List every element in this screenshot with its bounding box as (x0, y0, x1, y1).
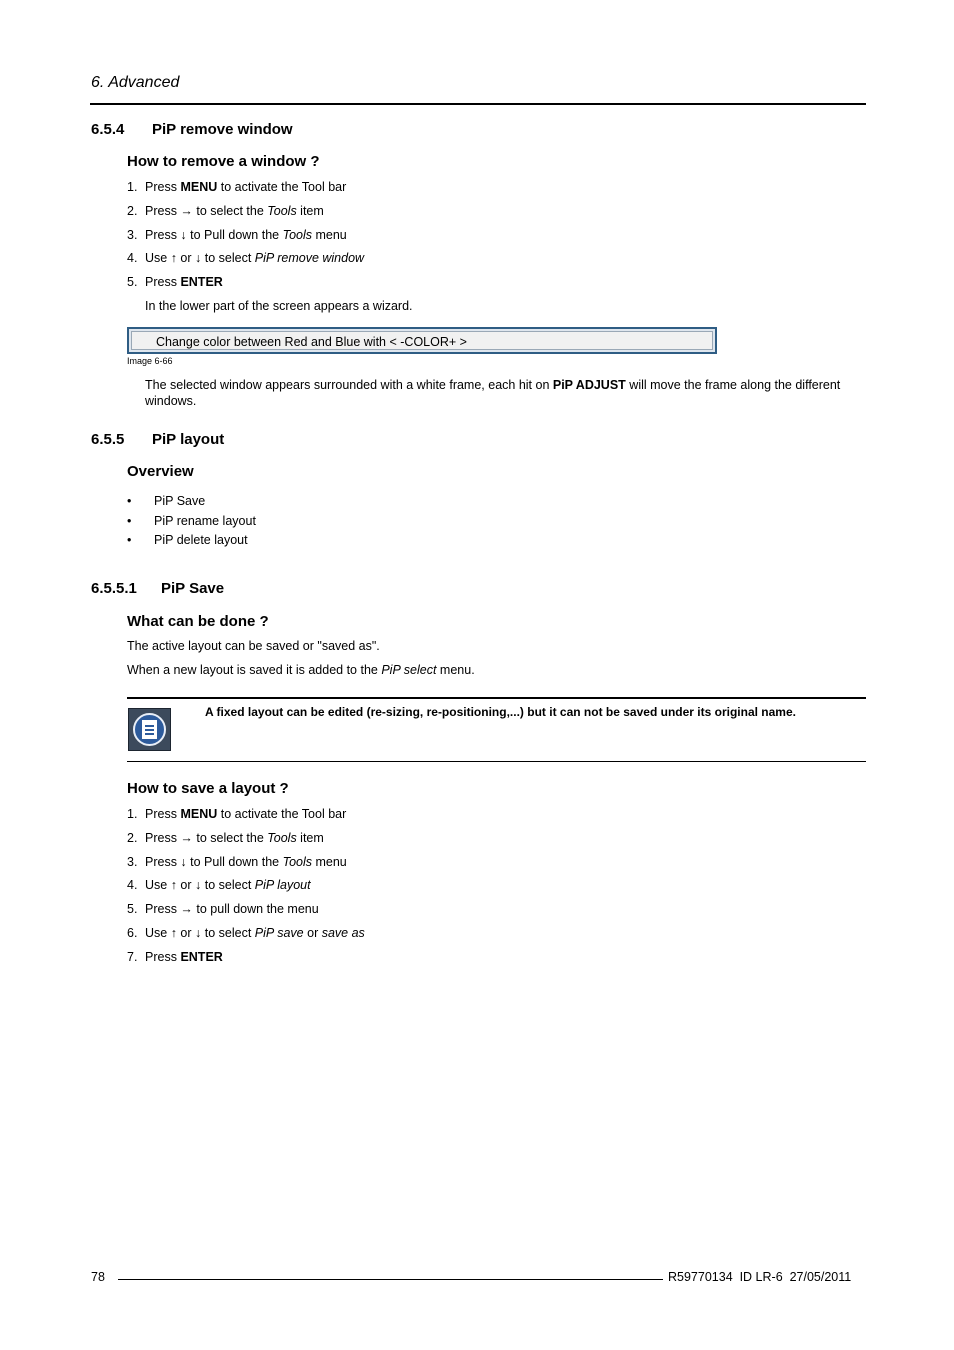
section-title: PiP Save (161, 580, 225, 597)
note-top-rule (127, 697, 866, 699)
list-item: • PiP delete layout (127, 533, 248, 547)
note-bottom-rule (127, 761, 866, 762)
section-title: PiP layout (152, 431, 225, 448)
paragraph: The active layout can be saved or "saved as". (127, 639, 380, 653)
page-number: 78 (91, 1270, 105, 1284)
step-item: 7. Press ENTER (127, 950, 223, 964)
section-number: 6.5.4 (91, 121, 125, 138)
wizard-intro: In the lower part of the screen appears a wizard. (145, 299, 413, 313)
section-6551-heading (91, 580, 224, 597)
section-655-heading (91, 431, 224, 448)
subheading-what-can-be-done: What can be done ? (127, 613, 269, 630)
document-id: R59770134 ID LR-6 27/05/2011 (668, 1270, 852, 1284)
subheading-remove-window: How to remove a window ? (127, 153, 320, 170)
section-title: PiP remove window (152, 121, 293, 138)
step-item: 2. Press → to select the Tools item (127, 831, 324, 845)
frame-description: The selected window appears surrounded with a white frame, each hit on PiP ADJUST will move the frame along the different windows. (145, 378, 841, 408)
step-item: 6. Use ↑ or ↓ to select PiP save or save as (127, 926, 365, 940)
subheading-overview: Overview (127, 463, 194, 480)
list-item: • PiP rename layout (127, 514, 256, 528)
note-icon (128, 708, 171, 751)
section-number: 6.5.5 (91, 431, 125, 448)
step-item: 1. Press MENU to activate the Tool bar (127, 180, 347, 194)
subheading-how-to-save: How to save a layout ? (127, 780, 289, 797)
chapter-title: 6. Advanced (91, 74, 180, 91)
step-item: 5. Press ENTER (127, 275, 223, 289)
note-text: A fixed layout can be edited (re-sizing, re-positioning,...) but it can not be saved under its original name. (205, 705, 796, 719)
step-item: 1. Press MENU to activate the Tool bar (127, 807, 347, 821)
step-item: 4. Use ↑ or ↓ to select PiP layout (127, 878, 311, 892)
wizard-bar-image (127, 327, 717, 354)
step-item: 5. Press → to pull down the menu (127, 902, 319, 916)
footer-rule (118, 1279, 663, 1280)
paragraph: When a new layout is saved it is added to the PiP select menu. (127, 663, 475, 677)
wizard-text: Change color between Red and Blue with < -COLOR+ > (131, 331, 713, 350)
step-item: 4. Use ↑ or ↓ to select PiP remove window (127, 251, 365, 265)
header-rule (90, 103, 866, 105)
step-item: 2. Press → to select the Tools item (127, 204, 324, 218)
step-item: 3. Press ↓ to Pull down the Tools menu (127, 228, 347, 242)
image-caption: Image 6-66 (127, 356, 173, 366)
step-item: 3. Press ↓ to Pull down the Tools menu (127, 855, 347, 869)
list-item: • PiP Save (127, 494, 206, 508)
section-number: 6.5.5.1 (91, 580, 137, 597)
section-654-heading (91, 121, 293, 138)
